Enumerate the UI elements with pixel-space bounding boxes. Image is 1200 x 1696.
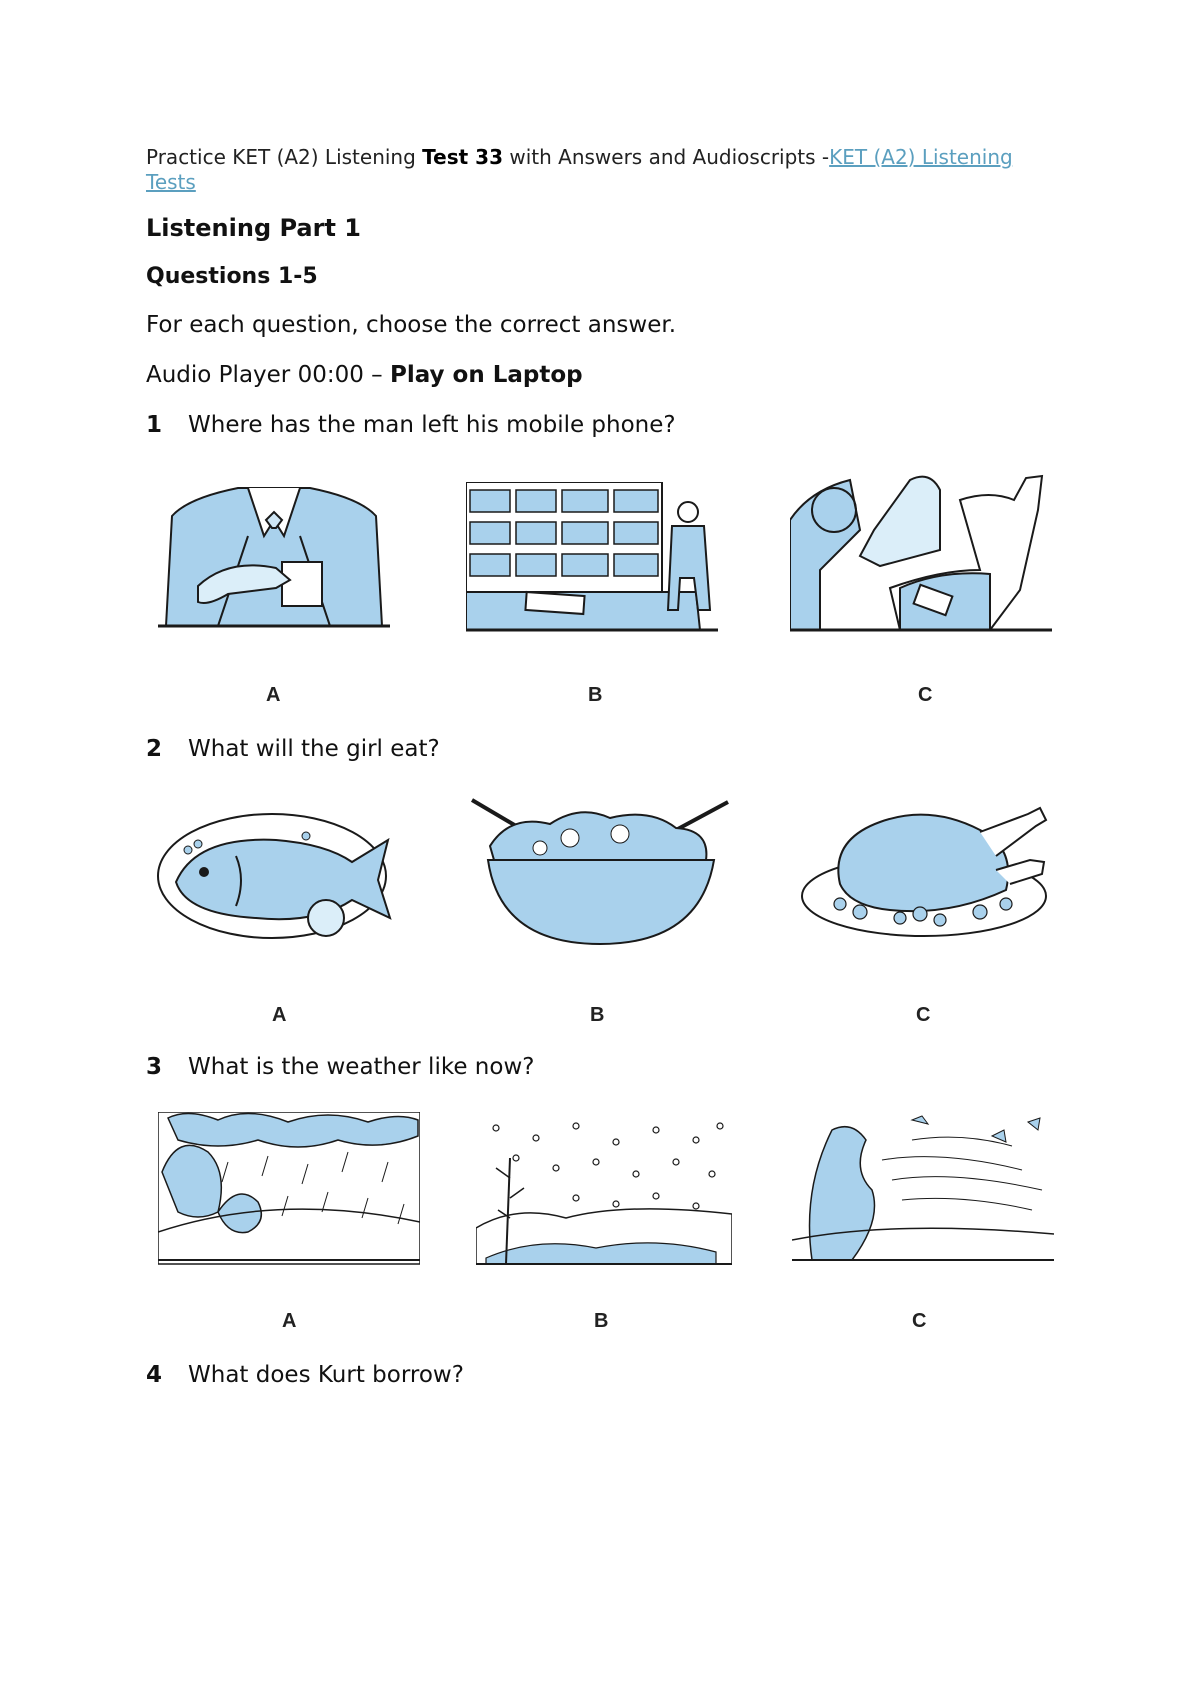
q2-option-b-label: B bbox=[590, 1004, 605, 1026]
q2-option-a-picture[interactable] bbox=[156, 806, 402, 946]
question-number: 4 bbox=[146, 1362, 163, 1388]
section-title: Listening Part 1 bbox=[146, 214, 361, 242]
tests-link[interactable]: KET (A2) Listening bbox=[829, 145, 1013, 169]
q2-option-c-picture[interactable] bbox=[800, 800, 1062, 942]
q1-option-a-picture[interactable] bbox=[158, 476, 390, 638]
question-number: 1 bbox=[146, 412, 163, 438]
q1-option-b-picture[interactable] bbox=[466, 482, 718, 638]
q3-option-c-label: C bbox=[912, 1310, 927, 1332]
question-number: 2 bbox=[146, 736, 163, 762]
question-text: What will the girl eat? bbox=[188, 736, 440, 762]
questions-range: Questions 1-5 bbox=[146, 264, 318, 289]
question-text: What is the weather like now? bbox=[188, 1054, 535, 1080]
q1-option-b-label: B bbox=[588, 684, 603, 706]
q3-option-b-picture[interactable] bbox=[476, 1118, 732, 1274]
intro-line bbox=[146, 144, 1013, 170]
q2-option-c-label: C bbox=[916, 1004, 931, 1026]
question-3 bbox=[146, 1054, 534, 1080]
question-1 bbox=[146, 412, 676, 438]
q3-option-a-label: A bbox=[282, 1310, 297, 1332]
q2-option-a-label: A bbox=[272, 1004, 287, 1026]
q3-option-a-picture[interactable] bbox=[158, 1112, 420, 1272]
intro-test-number: Test 33 bbox=[422, 145, 503, 169]
q3-option-c-picture[interactable] bbox=[792, 1110, 1054, 1270]
audio-player[interactable] bbox=[146, 362, 583, 388]
question-4 bbox=[146, 1362, 464, 1388]
question-number: 3 bbox=[146, 1054, 163, 1080]
intro-prefix: Practice KET (A2) Listening bbox=[146, 145, 423, 169]
q1-option-a-label: A bbox=[266, 684, 281, 706]
audio-label: Audio Player 00:00 – bbox=[146, 362, 390, 388]
question-text: What does Kurt borrow? bbox=[188, 1362, 464, 1388]
instruction-text: For each question, choose the correct answer. bbox=[146, 312, 676, 338]
q2-option-b-picture[interactable] bbox=[470, 794, 732, 950]
q3-option-b-label: B bbox=[594, 1310, 609, 1332]
question-2 bbox=[146, 736, 440, 762]
play-on-laptop-button[interactable]: Play on Laptop bbox=[389, 362, 583, 388]
q1-option-c-label: C bbox=[918, 684, 933, 706]
q1-option-c-picture[interactable] bbox=[790, 470, 1052, 640]
tests-link-continued[interactable]: Tests bbox=[146, 170, 196, 194]
question-text: Where has the man left his mobile phone? bbox=[188, 412, 676, 438]
intro-suffix: with Answers and Audioscripts - bbox=[502, 145, 830, 169]
